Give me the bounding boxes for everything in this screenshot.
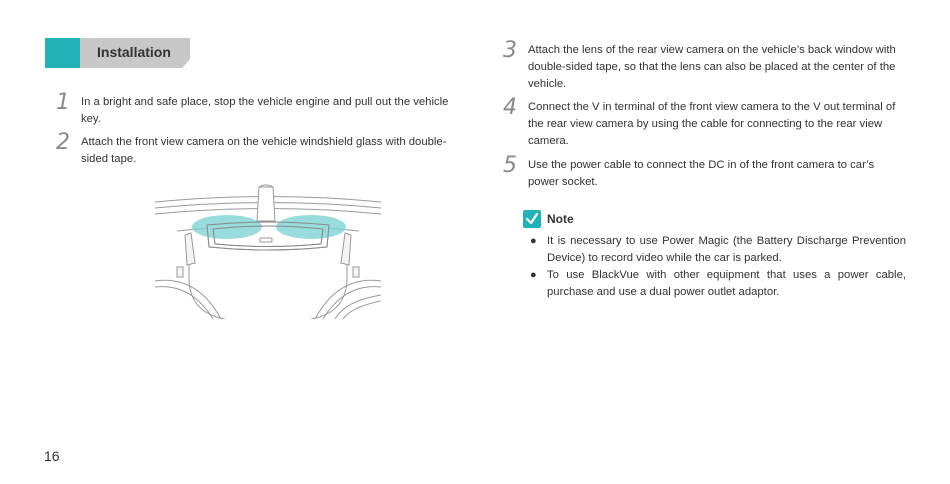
note-title: Note [547,212,574,226]
note-item [530,267,906,301]
checkmark-icon [523,210,541,228]
note-item-text: To use BlackVue with other equipment that uses a power cable, purchase and use a dual power outlet adaptor. [547,269,906,298]
step-number: 2 [56,130,70,155]
step-text: Connect the V in terminal of the front view camera to the V out terminal of the rear view camera by using the cable for connecting to the rear view camera. [528,101,896,147]
step-number: 3 [503,38,517,63]
section-accent [45,38,80,68]
page-number: 16 [44,448,60,464]
note-list [530,233,906,301]
section-header [45,38,190,68]
step-number: 1 [56,90,70,115]
step-text: Attach the lens of the rear view camera on the vehicle’s back window with double-sided tape, so that the lens can also be placed at the center of the vehicle. [528,44,896,90]
note-item [530,233,906,267]
highlight-left [192,215,262,239]
step-text: Use the power cable to connect the DC in of the front camera to car’s power socket. [528,159,875,188]
windshield-illustration [155,183,381,319]
step-number: 5 [503,153,517,178]
bullet-icon: ● [530,235,537,247]
bullet-icon: ● [530,269,537,281]
step-text: In a bright and safe place, stop the vehicle engine and pull out the vehicle key. [81,96,449,125]
windshield-illustration-svg [155,183,381,319]
note-item-text: It is necessary to use Power Magic (the Battery Discharge Prevention Device) to record video while the car is parked. [547,235,906,264]
highlight-right [276,215,346,239]
section-title: Installation [97,44,171,60]
step-number: 4 [503,95,517,120]
step-text: Attach the front view camera on the vehicle windshield glass with double-sided tape. [81,136,447,165]
